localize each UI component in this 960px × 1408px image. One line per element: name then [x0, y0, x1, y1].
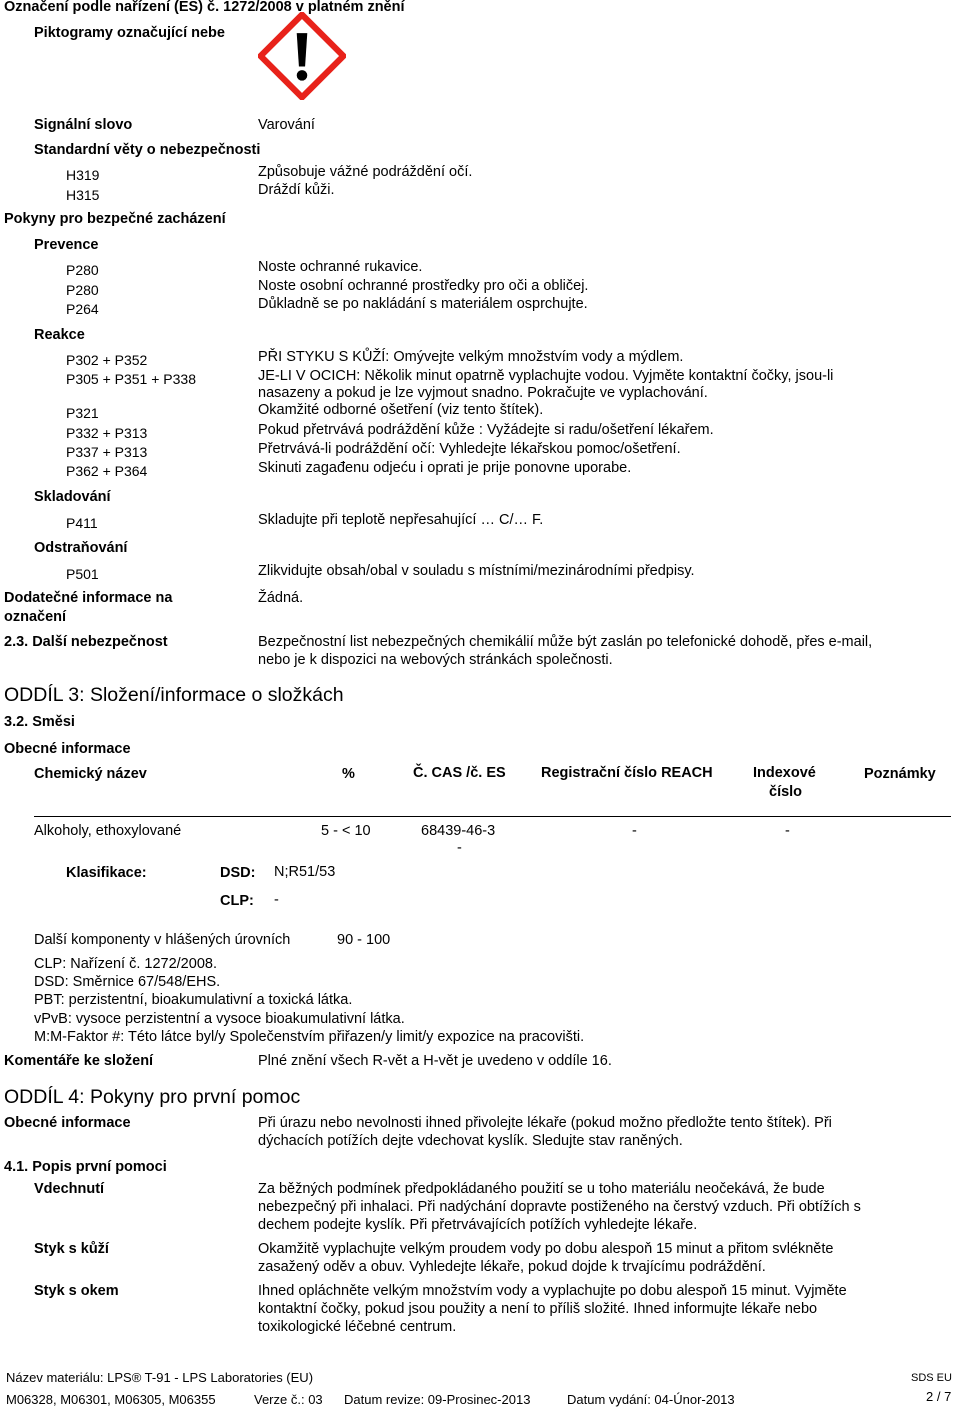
inhalation-text: Za běžných podmínek předpokládaného použití se u toho materiálu neočekává, že bude: [258, 1181, 825, 1197]
hazard-text: Dráždí kůži.: [258, 182, 335, 198]
section-4-title: ODDÍL 4: Pokyny pro první pomoc: [4, 1086, 301, 1108]
pictograms-label: Piktogramy označující nebe: [34, 25, 225, 41]
storage-label: Skladování: [34, 489, 111, 505]
col-notes: Poznámky: [864, 766, 936, 782]
eye-contact-text: toxikologické léčebné centrum.: [258, 1319, 457, 1335]
response-code: P302 + P352: [66, 352, 148, 368]
classification-label: Klasifikace:: [66, 865, 147, 881]
response-text: nasazeny a pokud je lze vyjmout snadno. Pokračujte ve vyplachování.: [258, 385, 708, 401]
response-code: P321: [66, 405, 99, 421]
disposal-label: Odstraňování: [34, 540, 128, 556]
eye-contact-label: Styk s okem: [34, 1283, 119, 1299]
skin-contact-label: Styk s kůží: [34, 1241, 109, 1257]
inhalation-text: nebezpečný při inhalaci. Při nadýchání dopravte postiženého na čerstvý vzduch. Při obtížích s: [258, 1199, 861, 1215]
ghs-exclamation-mark-icon: [258, 12, 346, 100]
eye-contact-text: kontaktní čočky, pokud jsou použity a není to příliš složité. Ihned informujte lékaře nebo: [258, 1301, 818, 1317]
hazard-text: Způsobuje vážné podráždění očí.: [258, 164, 473, 180]
footer-page-number: 2 / 7: [926, 1389, 952, 1404]
abbreviation-note: M:M-Faktor #: Této látce byl/y Společenstvím přiřazen/y limit/y expozice na pracovišti.: [34, 1029, 585, 1045]
first-aid-general-label: Obecné informace: [4, 1115, 131, 1131]
signal-word-value: Varování: [258, 117, 315, 133]
component-es: -: [457, 840, 462, 856]
mixtures-heading: 3.2. Směsi: [4, 714, 75, 730]
dsd-label: DSD:: [220, 865, 256, 881]
inhalation-label: Vdechnutí: [34, 1181, 105, 1197]
abbreviation-note: CLP: Nařízení č. 1272/2008.: [34, 956, 217, 972]
footer-version: Verze č.: 03: [254, 1392, 323, 1407]
prevention-code: P280: [66, 282, 99, 298]
footer-issue-date: Datum vydání: 04-Únor-2013: [567, 1392, 735, 1407]
other-components-percent: 90 - 100: [337, 932, 391, 948]
component-index: -: [785, 823, 790, 839]
disposal-code: P501: [66, 566, 99, 582]
skin-contact-text: zasažený oděv a obuv. Vyhledejte lékaře, pokud dojde k trvajícímu podráždění.: [258, 1259, 766, 1275]
response-text: PŘI STYKU S KŮŽÍ: Omývejte velkým množstvím vody a mýdlem.: [258, 349, 684, 365]
additional-info-value: Žádná.: [258, 590, 304, 606]
composition-comments-label: Komentáře ke složení: [4, 1053, 154, 1069]
other-hazards-text: Bezpečnostní list nebezpečných chemikálií může být zaslán po telefonické dohodě, přes e-mail,: [258, 634, 873, 650]
storage-text: Skladujte při teplotě nepřesahující … C/… F.: [258, 512, 544, 528]
signal-word-label: Signální slovo: [34, 117, 133, 133]
storage-code: P411: [66, 515, 98, 531]
col-reach: Registrační číslo REACH: [541, 765, 713, 781]
response-code: P362 + P364: [66, 463, 148, 479]
response-label: Reakce: [34, 327, 85, 343]
footer-codes: M06328, M06301, M06305, M06355: [6, 1392, 216, 1407]
precautionary-label: Pokyny pro bezpečné zacházení: [4, 211, 226, 227]
prevention-code: P280: [66, 262, 99, 278]
abbreviation-note: PBT: perzistentní, bioakumulativní a toxická látka.: [34, 992, 353, 1008]
component-cas: 68439-46-3: [421, 823, 496, 839]
response-text: Přetrvává-li podráždění očí: Vyhledejte lékařskou pomoc/ošetření.: [258, 441, 681, 457]
additional-info-label: označení: [4, 609, 67, 625]
response-text: Skinuti zagađenu odjeću i oprati je prije ponovne uporabe.: [258, 460, 632, 476]
eye-contact-text: Ihned opláchněte velkým množstvím vody a vyplachujte po dobu alespoň 15 minut. Vyjměte: [258, 1283, 847, 1299]
other-hazards-label: 2.3. Další nebezpečnost: [4, 634, 168, 650]
first-aid-general-text: dýchacích potížích dejte vdechovat kyslík. Sledujte stav raněných.: [258, 1133, 683, 1149]
prevention-label: Prevence: [34, 237, 99, 253]
component-reach: -: [632, 823, 637, 839]
other-hazards-text: nebo je k dispozici na webových stránkách společnosti.: [258, 652, 613, 668]
col-cas: Č. CAS /č. ES: [413, 765, 506, 781]
footer-revision-date: Datum revize: 09-Prosinec-2013: [344, 1392, 531, 1407]
response-text: Okamžité odborné ošetření (viz tento štítek).: [258, 402, 544, 418]
response-text: Pokud přetrvává podráždění kůže : Vyžádejte si radu/ošetření lékařem.: [258, 422, 714, 438]
col-index: číslo: [769, 784, 803, 800]
general-info-label: Obecné informace: [4, 741, 131, 757]
inhalation-text: dechem podejte kyslík. Při přetrvávajících potížích vyhledejte lékaře.: [258, 1217, 698, 1233]
response-code: P305 + P351 + P338: [66, 371, 196, 387]
skin-contact-text: Okamžitě vyplachujte velkým proudem vody po dobu alespoň 15 minut a přitom svlékněte: [258, 1241, 834, 1257]
label-title: Označení podle nařízení (ES) č. 1272/2008 v platném znění: [4, 0, 405, 15]
hazard-code: H315: [66, 187, 100, 203]
response-text: JE-LI V OCICH: Několik minut opatrně vyplachujte vodou. Vyjměte kontaktní čočky, jsou-li: [258, 368, 834, 384]
prevention-text: Noste ochranné rukavice.: [258, 259, 423, 275]
other-components: Další komponenty v hlášených úrovních: [34, 932, 291, 948]
prevention-text: Noste osobní ochranné prostředky pro oči a obličej.: [258, 278, 589, 294]
hazard-code: H319: [66, 167, 100, 183]
table-header-rule: [34, 816, 951, 817]
col-percent: %: [342, 766, 355, 782]
clp-label: CLP:: [220, 893, 254, 909]
abbreviation-note: DSD: Směrnice 67/548/EHS.: [34, 974, 221, 990]
footer-material-name: Název materiálu: LPS® T-91 - LPS Laboratories (EU): [6, 1370, 314, 1385]
disposal-text: Zlikvidujte obsah/obal v souladu s místními/mezinárodními předpisy.: [258, 563, 695, 579]
component-name: Alkoholy, ethoxylované: [34, 823, 182, 839]
hazard-statements-label: Standardní věty o nebezpečnosti: [34, 142, 261, 158]
additional-info-label: Dodatečné informace na: [4, 590, 173, 606]
response-code: P337 + P313: [66, 444, 148, 460]
first-aid-general-text: Při úrazu nebo nevolnosti ihned přivolejte lékaře (pokud možno předložte tento štítek). Při: [258, 1115, 832, 1131]
col-chemical-name: Chemický název: [34, 766, 147, 782]
col-index: Indexové: [753, 765, 816, 781]
section-3-title: ODDÍL 3: Složení/informace o složkách: [4, 684, 344, 706]
prevention-code: P264: [66, 301, 99, 317]
component-percent: 5 - < 10: [321, 823, 371, 839]
clp-value: -: [274, 892, 279, 908]
prevention-text: Důkladně se po nakládání s materiálem osprchujte.: [258, 296, 588, 312]
response-code: P332 + P313: [66, 425, 148, 441]
dsd-value: N;R51/53: [274, 864, 336, 880]
composition-comments-value: Plné znění všech R-vět a H-vět je uvedeno v oddíle 16.: [258, 1053, 612, 1069]
first-aid-description-heading: 4.1. Popis první pomoci: [4, 1159, 167, 1175]
footer-sds-label: SDS EU: [911, 1372, 952, 1384]
abbreviation-note: vPvB: vysoce perzistentní a vysoce bioakumulativní látka.: [34, 1011, 405, 1027]
